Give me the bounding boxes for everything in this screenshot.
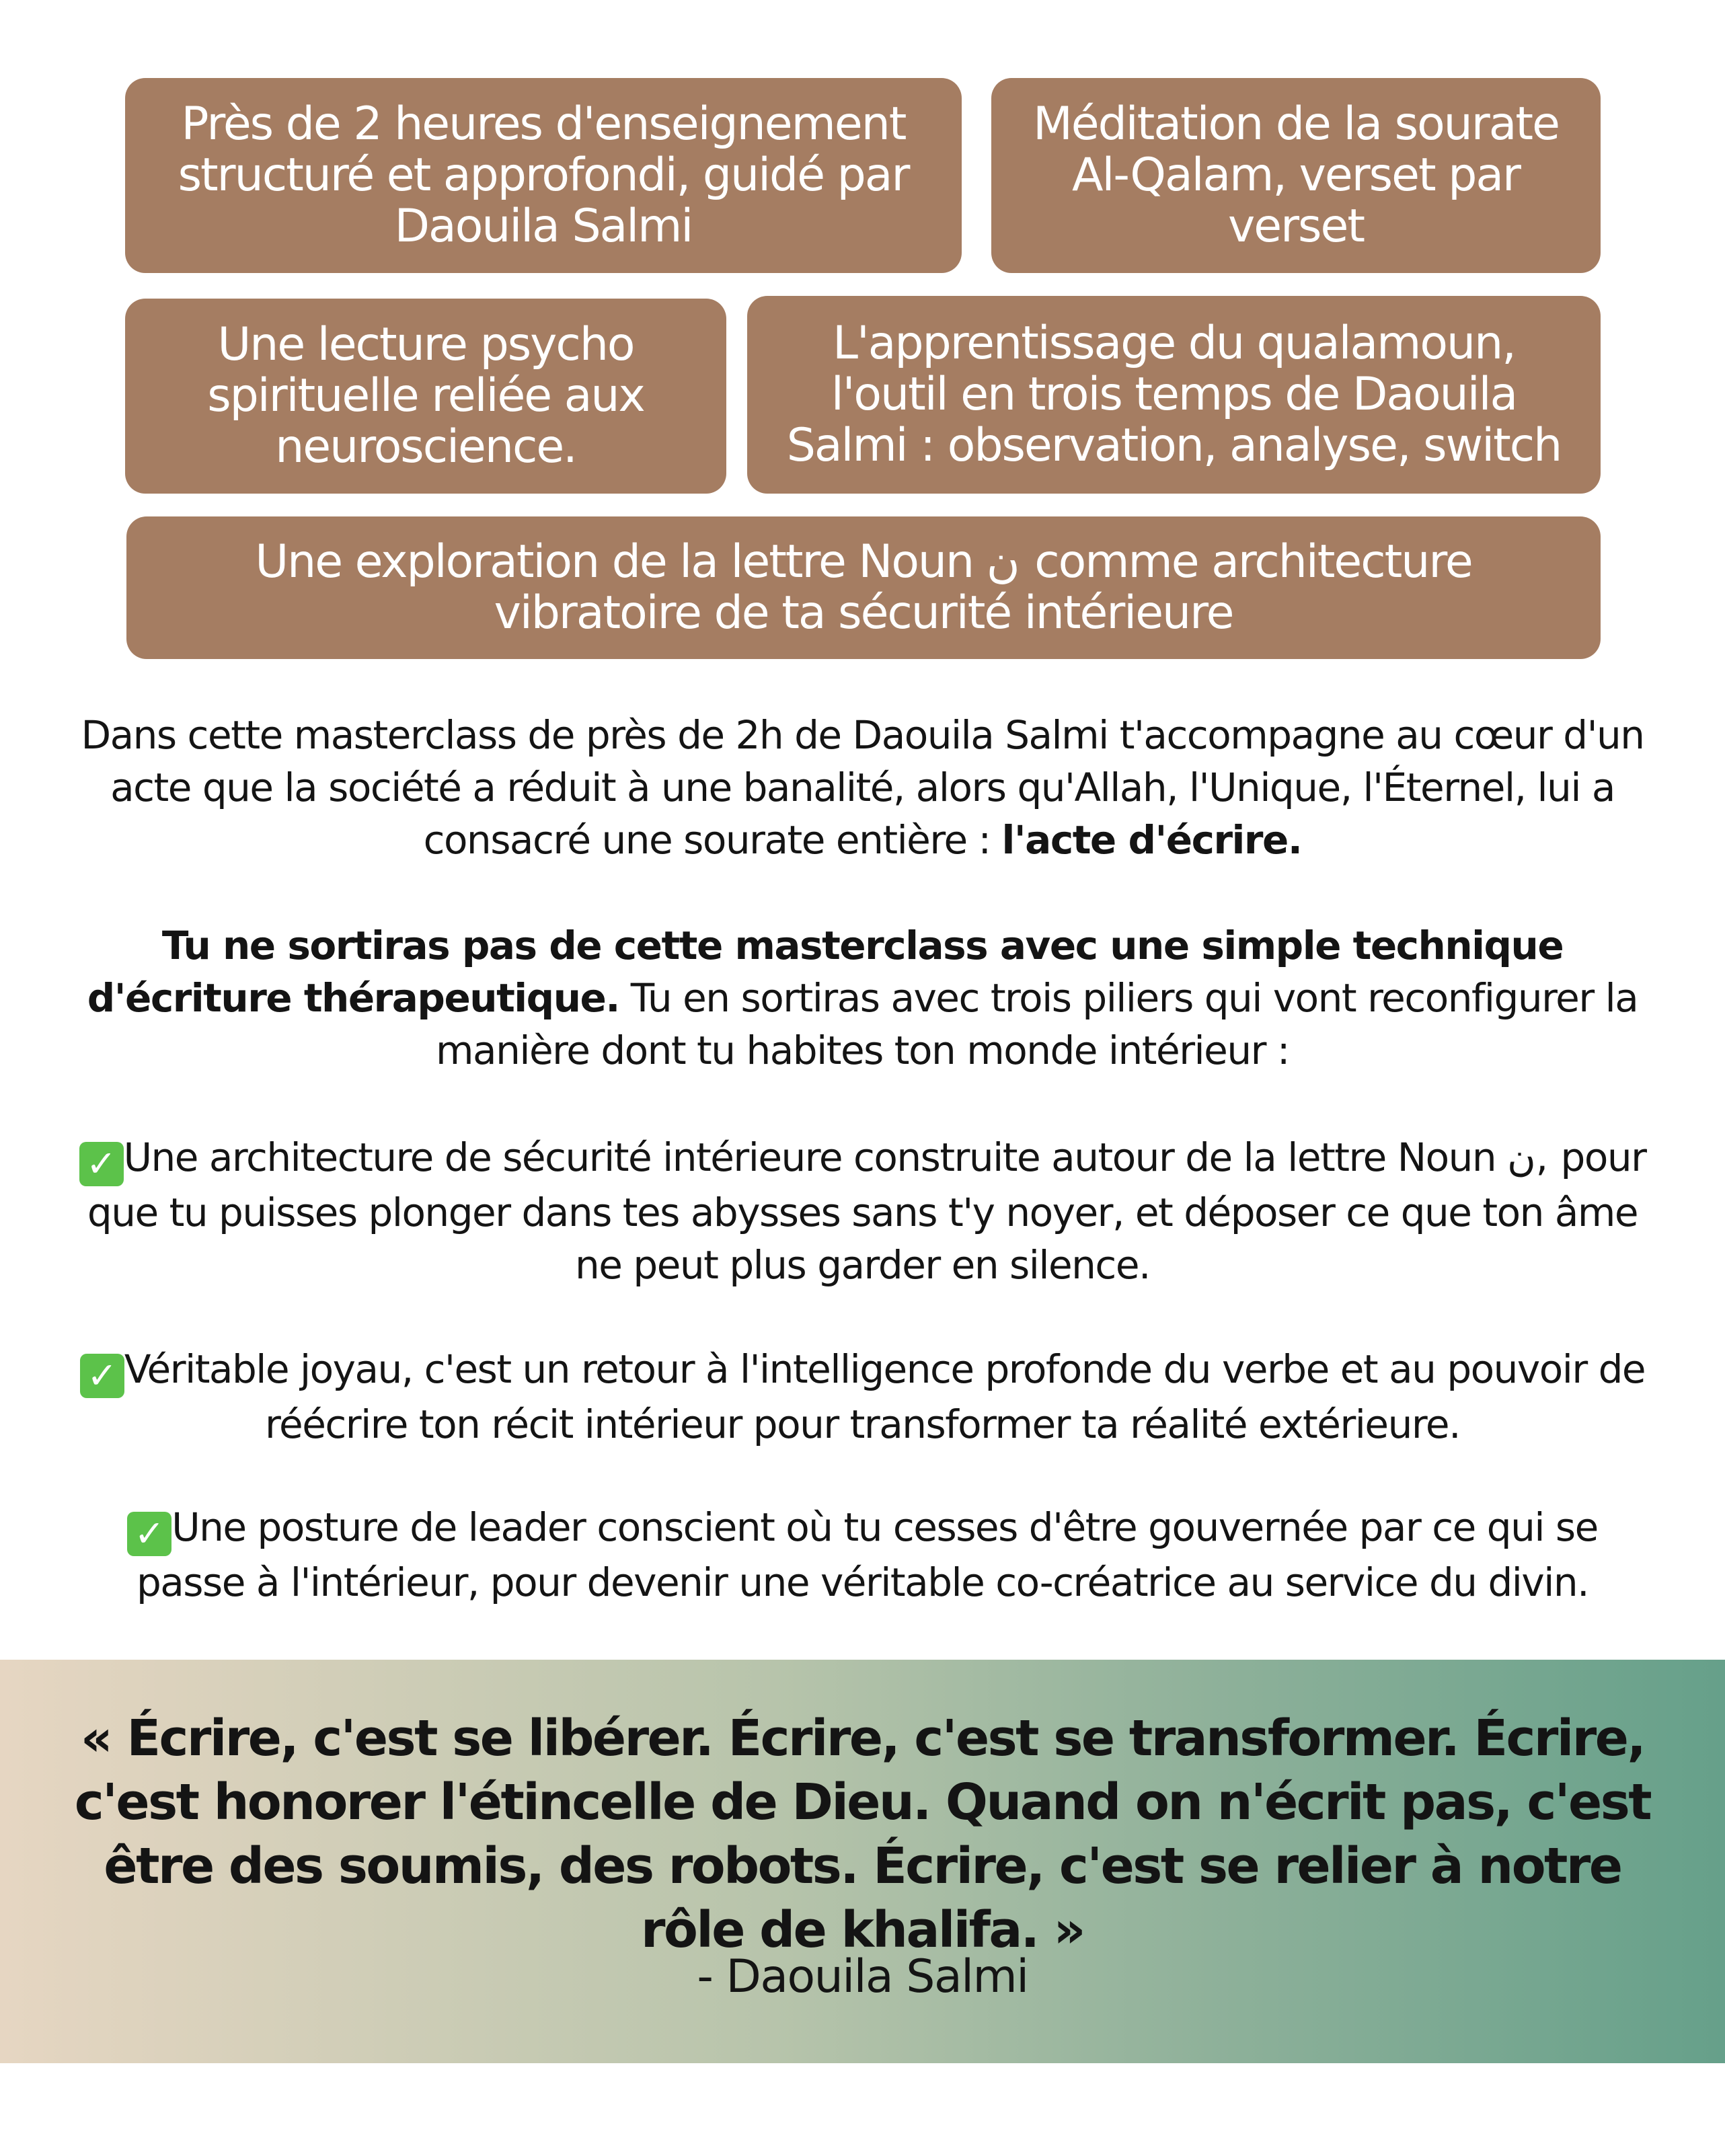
check-item (74, 1131, 1651, 1291)
check-item (74, 1343, 1651, 1451)
feature-card-text: Une exploration de la lettre Noun ن comme architecture vibratoire de ta sécurité intérieure (255, 535, 1472, 640)
pillars-text: Tu en sortiras avec trois piliers qui vont reconfigurer la manière dont tu habites ton monde intérieur : (436, 975, 1638, 1073)
feature-card-text: Une lecture psycho spirituelle reliée aux neuroscience. (207, 318, 644, 473)
feature-card-text: Près de 2 heures d'enseignement structuré et approfondi, guidé par Daouila Salmi (178, 98, 909, 253)
feature-card-teaching (125, 78, 962, 273)
pillars-bold-text: Tu ne sortiras pas de cette masterclass avec une simple technique d'écriture thérapeutique. (87, 923, 1564, 1021)
feature-card-noun (126, 516, 1601, 659)
check-mark-icon: ✓ (127, 1512, 171, 1556)
feature-card-reading (125, 299, 726, 494)
check-mark-icon: ✓ (79, 1142, 124, 1186)
check-item (74, 1501, 1651, 1609)
check-item-text: Une posture de leader conscient où tu cesses d'être gouvernée par ce qui se passe à l'intérieur, pour devenir une véritable co-créatrice au service du divin. (136, 1504, 1598, 1605)
check-mark-icon: ✓ (80, 1354, 124, 1398)
quote-text: « Écrire, c'est se libérer. Écrire, c'est se transformer. Écrire, c'est honorer l'étincelle de Dieu. Quand on n'écrit pas, c'est être des soumis, des robots. Écrire, c'est se relier à notre rôle de khalifa. » (74, 1709, 1651, 1959)
intro-text: Dans cette masterclass de près de 2h de Daouila Salmi t'accompagne au cœur d'un acte que la société a réduit à une banalité, alors qu'Allah, l'Unique, l'Éternel, lui a consacré une sourate entière : (81, 712, 1644, 863)
check-item-text: Véritable joyau, c'est un retour à l'intelligence profonde du verbe et au pouvoir de réécrire ton récit intérieur pour transformer ta réalité extérieure. (124, 1346, 1646, 1447)
feature-card-text: L'apprentissage du qualamoun, l'outil en trois temps de Daouila Salmi : observation, analyse, switch (786, 317, 1562, 472)
feature-card-text: Méditation de la sourate Al-Qalam, verset par verset (1033, 98, 1559, 253)
check-item-text: Une architecture de sécurité intérieure construite autour de la lettre Noun ن, pour que tu puisses plonger dans tes abysses sans t'y noyer, et déposer ce que ton âme ne peut plus garder en silence. (87, 1134, 1646, 1288)
quote-panel (0, 1660, 1725, 2063)
quote-author: - Daouila Salmi (697, 1950, 1028, 2003)
feature-card-meditation (991, 78, 1601, 273)
intro-paragraph (74, 709, 1651, 866)
pillars-paragraph (74, 919, 1651, 1077)
intro-bold-text: l'acte d'écrire. (1001, 817, 1302, 863)
feature-card-qualamoun (747, 296, 1601, 494)
